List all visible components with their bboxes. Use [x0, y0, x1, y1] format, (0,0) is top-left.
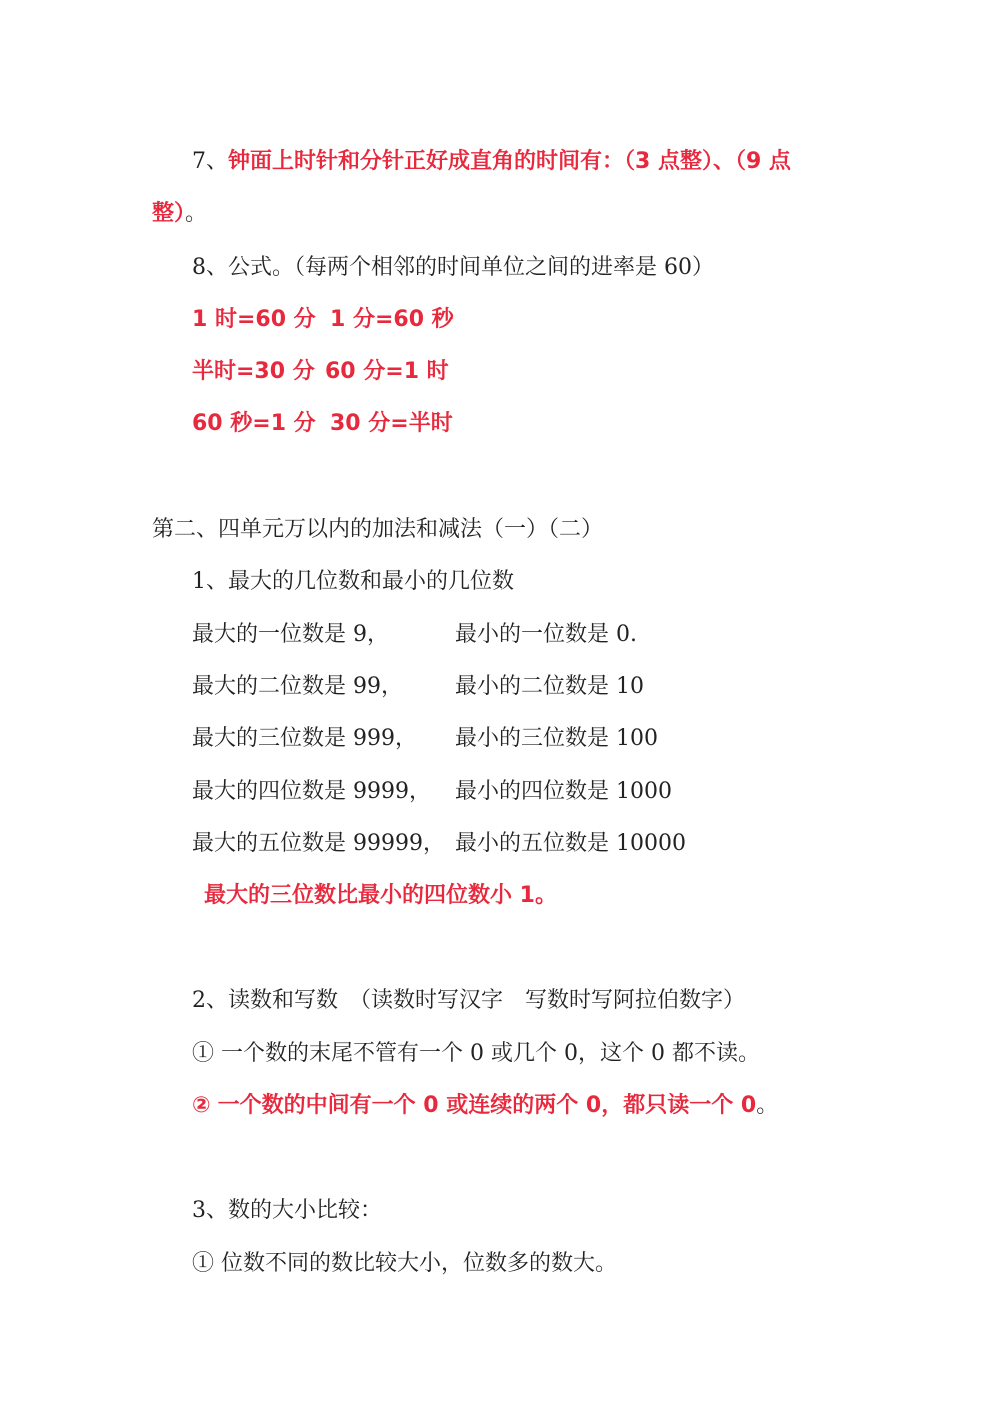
max-digit-text: 最大的一位数是 9，: [192, 622, 389, 647]
table-row: [192, 829, 445, 859]
subsection2-rule2: [192, 1091, 778, 1121]
item7-line1: [192, 147, 791, 177]
table-row: [192, 672, 403, 702]
formula-left: 1 时=60 分: [192, 307, 316, 332]
subsection1-heading: 1、最大的几位数和最小的几位数: [192, 569, 514, 594]
item7-number: 7、: [192, 149, 228, 174]
formula-row: [330, 409, 453, 439]
min-digit-text: 最小的四位数是 1000: [455, 779, 672, 804]
subsection1-note: 最大的三位数比最小的四位数小 1。: [204, 883, 557, 908]
table-row: [455, 829, 686, 859]
formula-row: [192, 409, 316, 439]
min-digit-text: 最小的三位数是 100: [455, 726, 658, 751]
subsection2-heading: 2、读数和写数 （读数时写汉字 写数时写阿拉伯数字）: [192, 988, 745, 1013]
rule2-text: 一个数的中间有一个 0 或连续的两个 0，都只读一个 0: [217, 1093, 757, 1118]
table-row: [192, 724, 417, 754]
subsection2-rule1: ① 一个数的末尾不管有一个 0 或几个 0，这个 0 都不读。: [192, 1041, 760, 1066]
formula-left: 半时=30 分: [192, 359, 315, 384]
item8-heading: 8、公式。（每两个相邻的时间单位之间的进率是 60）: [192, 255, 714, 280]
formula-left: 60 秒=1 分: [192, 411, 316, 436]
table-row: [455, 777, 672, 807]
min-digit-text: 最小的一位数是 0.: [455, 622, 637, 647]
formula-right: 1 分=60 秒: [330, 307, 454, 332]
formula-row: [192, 305, 316, 335]
rule2-tail: 。: [756, 1093, 779, 1118]
item7-line2: [152, 199, 207, 229]
min-digit-text: 最小的二位数是 10: [455, 674, 644, 699]
subsection3-rule1: ① 位数不同的数比较大小，位数多的数大。: [192, 1251, 617, 1276]
formula-row: [330, 305, 454, 335]
subsection3-heading: 3、数的大小比较：: [192, 1198, 382, 1223]
table-row: [455, 724, 658, 754]
rule2-mark: ②: [192, 1093, 211, 1118]
item7-tail: 。: [185, 201, 208, 226]
formula-row: [192, 357, 315, 387]
unit-title: 第二、四单元万以内的加法和减法（一）（二）: [152, 517, 604, 542]
max-digit-text: 最大的四位数是 9999，: [192, 779, 431, 804]
table-row: [192, 620, 389, 650]
table-row: [192, 777, 431, 807]
max-digit-text: 最大的五位数是 99999，: [192, 831, 445, 856]
max-digit-text: 最大的三位数是 999，: [192, 726, 417, 751]
table-row: [455, 620, 637, 650]
item7-text-cont: 整）: [152, 201, 186, 226]
formula-right: 60 分=1 时: [325, 359, 449, 384]
table-row: [455, 672, 644, 702]
min-digit-text: 最小的五位数是 10000: [455, 831, 686, 856]
item7-text: 钟面上时针和分针正好成直角的时间有：（3 点整）、（9 点: [228, 149, 791, 174]
formula-row: [325, 357, 449, 387]
formula-right: 30 分=半时: [330, 411, 453, 436]
max-digit-text: 最大的二位数是 99，: [192, 674, 403, 699]
